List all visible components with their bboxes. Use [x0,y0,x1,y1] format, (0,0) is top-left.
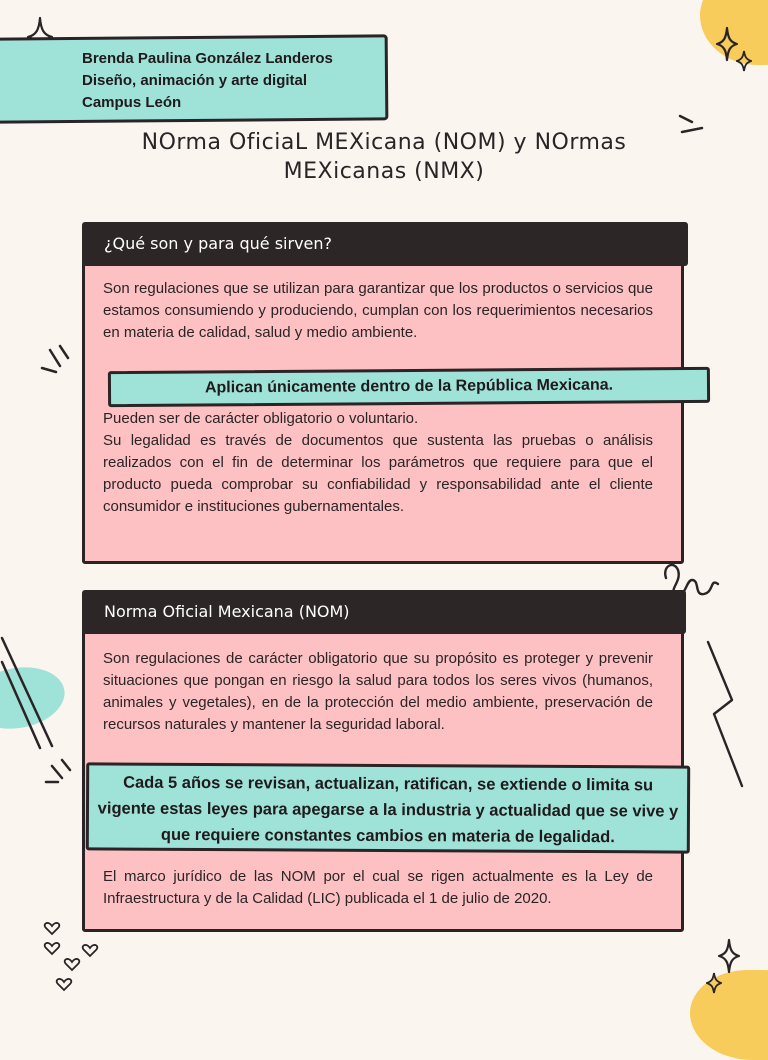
section2-header [82,590,686,634]
diagonal-lines-icon [0,634,56,752]
dash-marks-icon [42,756,76,786]
author-name: Brenda Paulina González Landeros [82,50,333,67]
page-title [60,128,708,186]
section2-heading: Norma Oficial Mexicana (NOM) [104,602,350,621]
zigzag-icon [704,640,748,790]
section2-intro: Son regulaciones de carácter obligatorio que su propósito es proteger y prevenir situaciones que pongan en riesgo la salud para todos los seres vivos (humanos, animales y vegetales), en de la protección del medio ambiente, preservación de recursos naturales y mantener la seguridad laboral. [103,650,653,733]
section1-text [103,408,653,518]
page-title-line1: NOrma OficiaL MEXicana (NOM) y NOrmas [141,130,627,155]
section2-highlight [86,762,690,853]
section1-line2: Su legalidad es través de documentos que sustenta las pruebas o análisis realizados con el fin de determinar los parámetros que requiere para que el producto pueda comprobar su confiabilidad y responsabilidad ante el cliente consumidor e instituciones gubernamentales. [103,432,653,515]
yellow-blob-bottom [690,970,768,1060]
author-program: Diseño, animación y arte digital [82,72,308,89]
section1-line1: Pueden ser de carácter obligatorio o voluntario. [103,410,419,427]
section1-header [82,222,688,266]
section2-highlight-text: Cada 5 años se revisan, actualizan, ratifican, se extiende o limita su vigente estas leyes para apegarse a la industria y actualidad que se vive y que requiere constantes cambios en materia de legalidad. [97,773,679,847]
sparkle-icon [716,938,742,974]
page-title-line2: MEXicanas (NMX) [283,159,485,184]
author-campus: Campus León [82,94,182,111]
section1-highlight: Aplican únicamente dentro de la República Mexicana. [108,367,710,407]
sparkle-small-icon [736,50,752,72]
section1-intro: Son regulaciones que se utilizan para garantizar que los productos o servicios que estamos consumiendo y produciendo, cumplan con los requerimientos necesarios en materia de calidad, salud y medio ambiente. [103,280,653,341]
sparkle-small-icon [706,972,722,994]
section1-heading: ¿Qué son y para qué sirven? [104,234,333,253]
dash-marks-icon [38,342,72,376]
section2-closing: El marco jurídico de las NOM por el cual se rigen actualmente es la Ley de Infraestructura y de la Calidad (LIC) publicada el 1 de julio de 2020. [103,868,653,907]
